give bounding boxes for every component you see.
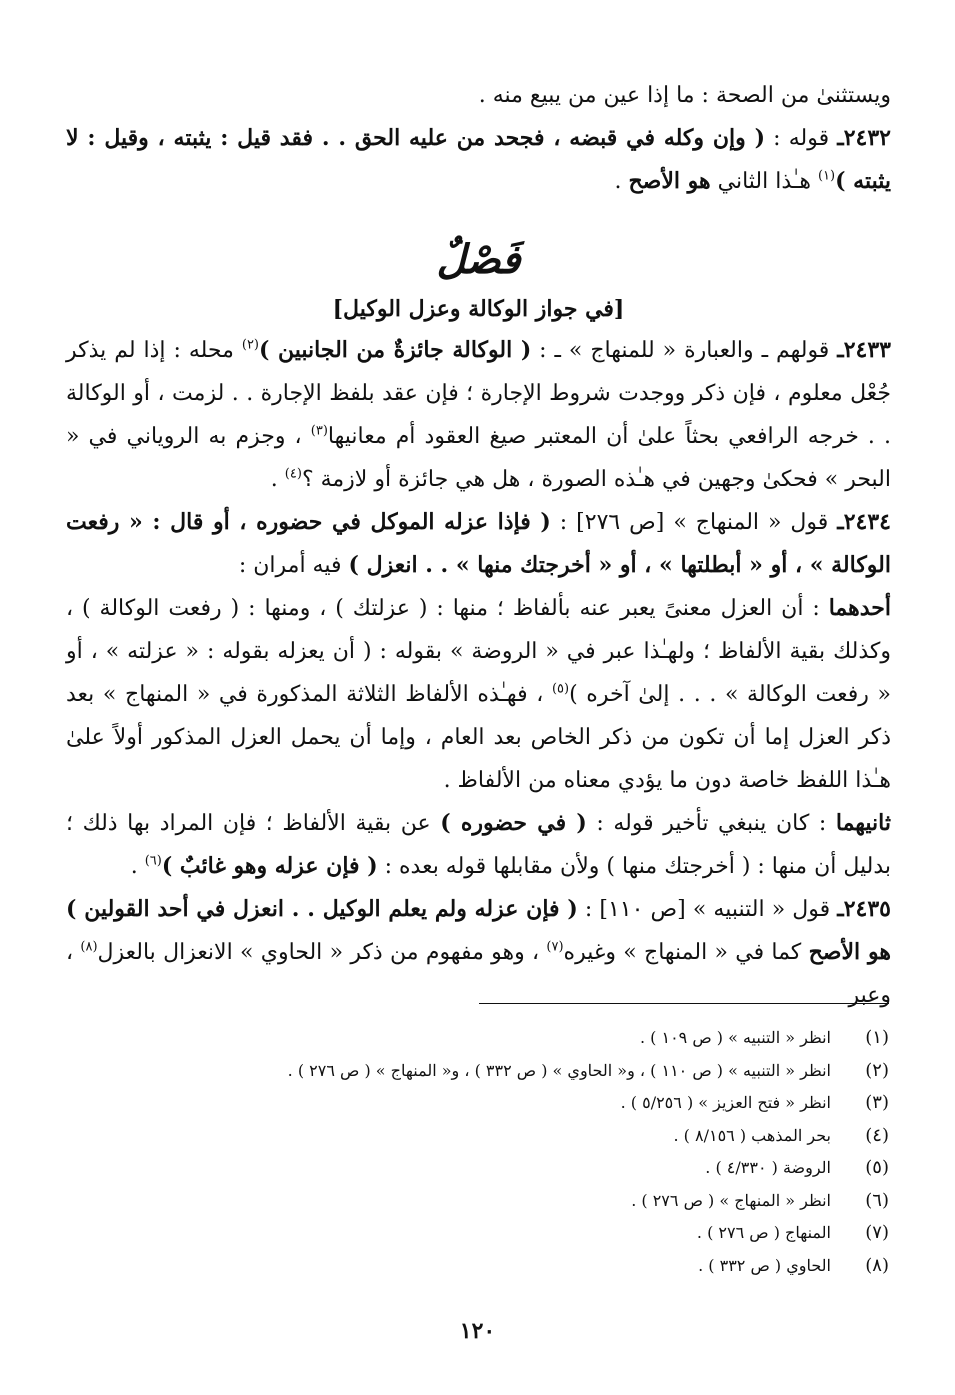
footnote-item [66, 1022, 889, 1055]
footnote-text: انظر « التنبيه » ( ص ١١٠ ) ، و« الحاوي » ( ص ٣٣٢ ) ، و« المنهاج » ( ص ٢٧٦ ) . [287, 1060, 831, 1080]
bold-quote: ٢٤٣٤ـ [837, 509, 891, 535]
text-run: قول « التنبيه » [ص ١١٠] : [577, 897, 838, 922]
footnote-number: (٨) [865, 1254, 889, 1276]
paragraph [66, 802, 891, 888]
footnote-text: الحاوي ( ص ٣٣٢ ) . [698, 1255, 831, 1275]
section-heading [66, 237, 891, 329]
bold-quote: ( وإن وكله في قبضه ، فجحد من عليه الحق . . فقد قيل : يثبته ، وقيل : لا يثبته ) [66, 125, 891, 194]
footnote-number: (٧) [865, 1222, 889, 1243]
text-run: فيه أمران : [238, 553, 349, 578]
footnotes-list [66, 1022, 889, 1282]
footnote-ref: (١) [817, 168, 836, 184]
bold-quote: ( فإن عزله وهو غائبٌ ) [161, 853, 378, 879]
bold-quote: أحدهما [828, 595, 891, 621]
footnote-item [66, 1185, 889, 1218]
text-run: . [614, 169, 629, 194]
bold-quote: ( فإذا عزله الموكل في حضوره ، أو قال : « رفعت الوكالة » ، أو « أبطلتها » ، أو « أخرجتك منها » . . انعزل ) [66, 509, 891, 578]
bold-quote: ٢٤٣٢ـ [837, 125, 891, 151]
footnote-item [66, 1055, 889, 1088]
footnote-divider [479, 1003, 889, 1004]
footnote-ref: (٥) [551, 681, 570, 697]
text-run: قوله : [764, 126, 838, 151]
footnote-item [66, 1152, 889, 1185]
footnote-number: (٣) [865, 1092, 889, 1113]
footnote-item [66, 1217, 889, 1250]
footnote-number: (١) [865, 1027, 889, 1048]
footnote-number: (٤) [865, 1124, 889, 1146]
footnote-item [66, 1250, 889, 1283]
text-run: ويستثنىٰ من الصحة : ما إذا عين من يبيع منه . [478, 83, 891, 108]
page-number: ١٢٠ [459, 1318, 496, 1344]
footnote-number: (٢) [865, 1059, 889, 1081]
paragraph [66, 888, 891, 1017]
paragraph [66, 74, 891, 117]
top-paragraphs [66, 74, 891, 203]
footnote-ref: (٣) [310, 423, 328, 439]
footnote-item [66, 1087, 889, 1120]
text-run: قولهم ـ والعبارة « للمنهاج » ـ : [531, 338, 838, 363]
text-run: قول « المنهاج » [ص ٢٧٦] : [550, 510, 838, 535]
text-run: : أن العزل معنىً يعبر عنه بألفاظ ؛ منها : ( عزلتك ) ، ومنها : ( رفعت الوكالة ) ، وكذلك بقية الألفاظ ؛ ولهـٰذا عبر في « الروضة » بقوله : ( أن يعزله بقوله : « عزلته » ، أو « رفعت الوكالة » . . . إلىٰ آخره ) [66, 596, 891, 707]
text-run: هـٰذا الثاني [710, 169, 818, 194]
bold-quote: ثانيهما [835, 810, 892, 836]
footnote-ref: (٧) [546, 939, 564, 955]
footnote-ref: (٦) [144, 853, 162, 869]
footnote-text: المنهاج ( ص ٢٧٦ ) . [696, 1223, 831, 1242]
main-paragraphs [66, 329, 891, 1017]
bold-quote: ٢٤٣٣ـ [837, 337, 891, 363]
text-run: ، وجزم به الروياني في « البحر » فحكىٰ وجهين في هـٰذه الصورة ، هل هي جائزة أو لازمة ؟ [66, 424, 891, 492]
footnote-text: الروضة ( ٤/٣٣٠ ) . [705, 1158, 831, 1177]
footnote-text: بحر المذهب ( ٨/١٥٦ ) . [673, 1125, 831, 1145]
text-run: كما في « المنهاج » وغيره [563, 940, 809, 965]
footnote-ref: (٨) [80, 939, 98, 955]
footnote-item [66, 1120, 889, 1153]
footnote-number: (٥) [865, 1157, 889, 1178]
text-run: محله : إذا لم يذكر جُعْل معلوم ، فإن ذكر ووجدت شروط الإجارة ؛ فإن عقد بلفظ الإجارة . . لزمت ، أو الوكالة . . خرجه الرافعي بحثاً علىٰ أن المعتبر صيغ العقود أم معانيها [66, 338, 892, 449]
text-run: ، وهو مفهوم من ذكر « الحاوي » الانعزال بالعزل [97, 940, 547, 965]
section-subtitle: [في جواز الوكالة وعزل الوكيل] [332, 296, 625, 322]
bold-quote: ( الوكالة جائزةٌ من الجانبين ) [259, 337, 532, 363]
paragraph [66, 587, 891, 802]
section-ornament-title: فَصْلٌ [436, 236, 521, 283]
text-run: ، فهـٰذه الألفاظ الثلاثة المذكورة في « المنهاج » بعد ذكر العزل إما أن تكون من ذكر الخاص بعد العام ، وإما أن يحمل العزل المذكور أولاً علىٰ هـٰذا اللفظ خاصة دون ما يؤدي معناه من الألفاظ . [66, 682, 891, 793]
bold-quote: ( في حضوره ) [440, 810, 587, 836]
footnote-text: انظر « التنبيه » ( ص ١٠٩ ) . [639, 1028, 831, 1047]
paragraph [66, 501, 891, 587]
bold-quote: ٢٤٣٥ـ [837, 896, 891, 922]
text-run: . [270, 467, 285, 492]
text-run: . [130, 854, 145, 879]
bold-quote: هو الأصح [628, 168, 711, 194]
bold-quote: ( فإن عزله ولم يعلم الوكيل . . انعزل في أحد القولين ) هو الأصح [66, 896, 892, 965]
text-run: عن بقية الألفاظ ؛ فإن المراد بها ذلك ؛ بدليل أن منها : ( أخرجتك منها ) ولأن مقابلها قوله بعده : [66, 811, 891, 879]
paragraph [66, 117, 891, 203]
footnote-text: انظر « فتح العزيز » ( ٥/٢٥٦ ) . [620, 1093, 831, 1112]
footnote-number: (٦) [865, 1189, 889, 1211]
text-run: : كان ينبغي تأخير قوله : [586, 811, 836, 836]
footnote-text: انظر « المنهاج » ( ص ٢٧٦ ) . [631, 1190, 831, 1210]
footnote-ref: (٤) [284, 466, 302, 482]
paragraph [66, 329, 891, 501]
text-run: ، وعبر [66, 940, 891, 1008]
footnote-ref: (٢) [241, 337, 259, 353]
